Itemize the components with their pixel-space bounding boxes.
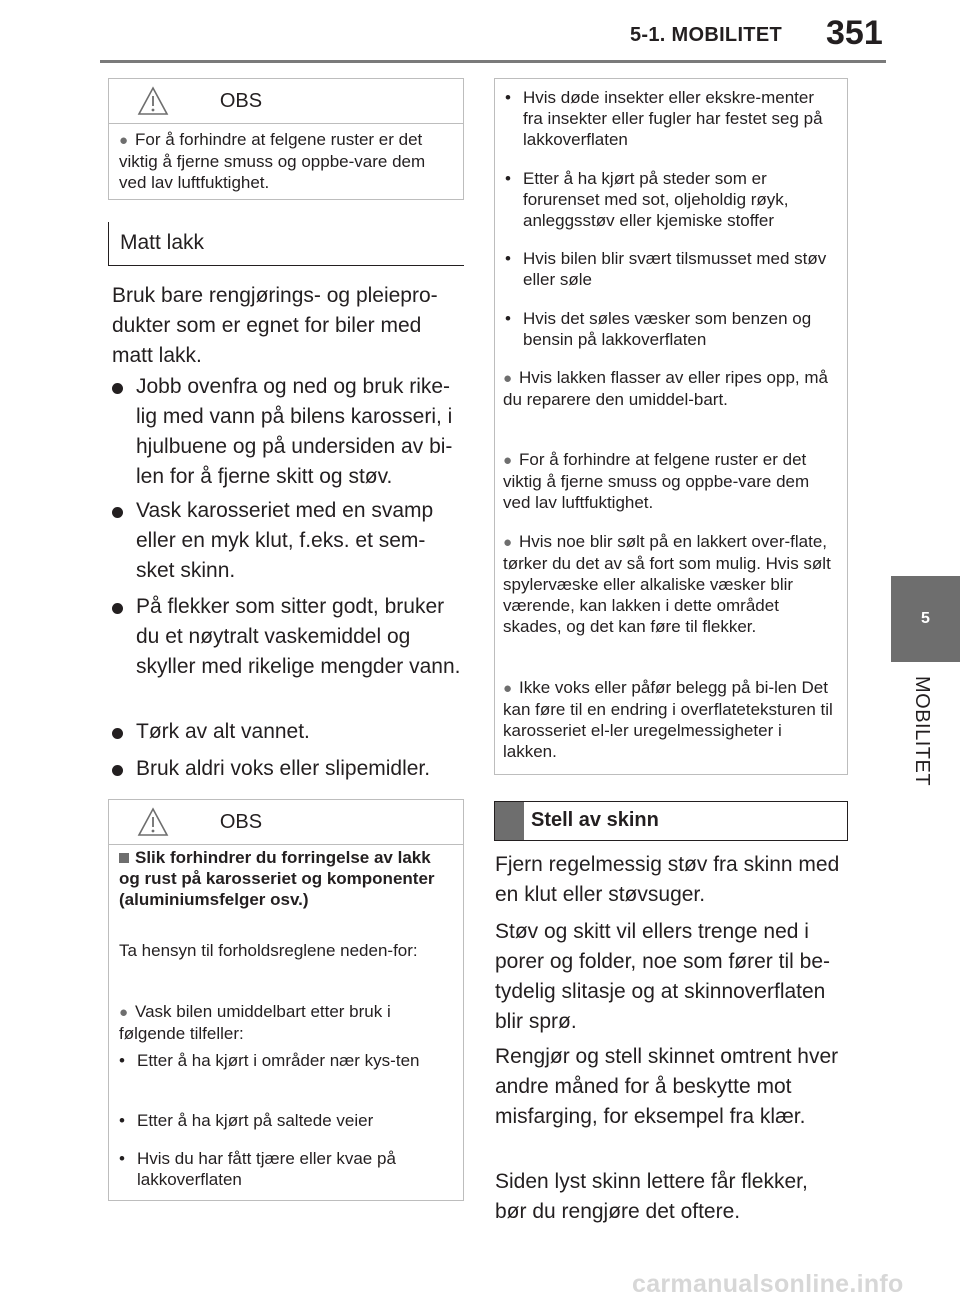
obs-header xyxy=(109,800,463,845)
header-rule xyxy=(100,60,886,63)
bullet-circle-icon: ● xyxy=(503,680,513,697)
section-title: 5-1. MOBILITET xyxy=(630,24,782,46)
leather-heading-box xyxy=(494,801,848,841)
bullet-circle-icon: ● xyxy=(119,1004,129,1021)
obs-cont-bullet-4: ● Ikke voks eller påfør belegg på bi-len Det kan føre til en endring i overflateteksturen til karosseriet el-ler uregelmessigheter i lakken. xyxy=(503,678,833,761)
bullet-dot-icon xyxy=(112,765,123,776)
watermark: carmanualsonline.info xyxy=(632,1270,904,1298)
obs-box-2 xyxy=(108,799,464,1201)
bullet-dot-icon xyxy=(112,383,123,394)
bullet-circle-icon: ● xyxy=(503,370,513,387)
leather-paragraph-3: Rengjør og stell skinnet omtrent hver andre måned for å beskytte mot misfarging, for eksempel fra klær. xyxy=(495,1045,839,1128)
page-number: 351 xyxy=(826,14,883,52)
bullet-dot-icon xyxy=(112,507,123,518)
matt-intro: Bruk bare rengjørings- og pleiepro-dukter som er egnet for biler med matt lakk. xyxy=(112,284,438,367)
matt-bullet-5: Bruk aldri voks eller slipemidler. xyxy=(112,754,462,784)
obs-title: OBS xyxy=(219,810,263,833)
matt-bullet-4: Tørk av alt vannet. xyxy=(112,717,462,747)
matt-heading-box xyxy=(108,222,464,266)
obs-cont-bullet-2: ● For å forhindre at felgene ruster er det viktig å fjerne smuss og oppbe-vare dem ved lav luftfuktighet. xyxy=(503,450,810,512)
obs-cont-dash-1: • Hvis døde insekter eller ekskre-menter fra insekter eller fugler har festet seg på lakkoverflaten xyxy=(505,88,823,149)
obs2-dash-3: • Hvis du har fått tjære eller kvae på lakkoverflaten xyxy=(119,1149,396,1189)
obs2-dash-2: • Etter å ha kjørt på saltede veier xyxy=(119,1111,374,1130)
obs-cont-dash-3: • Hvis bilen blir svært tilsmusset med støv eller søle xyxy=(505,249,827,289)
chapter-number: 5 xyxy=(921,610,930,627)
bullet-circle-icon: ● xyxy=(503,452,513,469)
obs-continuation-box xyxy=(494,78,848,775)
leather-heading: Stell av skinn xyxy=(531,809,659,831)
warning-triangle-icon xyxy=(137,86,169,116)
obs-header xyxy=(109,79,463,124)
obs2-note: Ta hensyn til forholdsreglene neden-for: xyxy=(119,941,418,960)
bullet-circle-icon: ● xyxy=(119,132,129,149)
leather-paragraph-4: Siden lyst skinn lettere får flekker, bør du rengjøre det oftere. xyxy=(495,1170,808,1223)
obs-cont-bullet-3: ● Hvis noe blir sølt på en lakkert over-flate, tørker du det av så fort som mulig. Hvis sølt spylervæske eller alkaliske væsker blir værende, kan lakken i dette området skades, og det kan føre til flekker. xyxy=(503,532,831,636)
obs-bullet: ● For å forhindre at felgene ruster er det viktig å fjerne smuss og oppbe-vare dem ved lav luftfuktighet. xyxy=(119,130,426,192)
chapter-label: MOBILITET xyxy=(911,676,933,787)
bullet-dot-icon xyxy=(112,728,123,739)
leather-paragraph-2: Støv og skitt vil ellers trenge ned i porer og folder, noe som fører til be-tydelig slitasje og at skinnoverflaten blir sprø. xyxy=(495,920,830,1033)
bullet-dot-icon xyxy=(112,603,123,614)
obs-cont-dash-2: • Etter å ha kjørt på steder som er forurenset med sot, oljeholdig røyk, anleggsstøv eller kjemiske stoffer xyxy=(505,169,789,230)
bullet-square-icon xyxy=(119,853,129,863)
matt-bullet-2: Vask karosseriet med en svamp eller en myk klut, f.eks. et sem-sket skinn. xyxy=(112,496,462,586)
obs-box-1 xyxy=(108,78,464,200)
obs2-bullet: ● Vask bilen umiddelbart etter bruk i følgende tilfeller: xyxy=(119,1002,391,1043)
leather-paragraph-1: Fjern regelmessig støv fra skinn med en klut eller støvsuger. xyxy=(495,853,840,906)
warning-triangle-icon xyxy=(137,807,169,837)
obs-cont-bullet-1: ● Hvis lakken flasser av eller ripes opp, må du reparere den umiddel-bart. xyxy=(503,368,828,409)
heading-marker xyxy=(495,802,524,840)
obs-title: OBS xyxy=(219,89,263,112)
chapter-tab xyxy=(891,576,960,662)
matt-heading: Matt lakk xyxy=(120,231,205,254)
obs2-heading: Slik forhindrer du forringelse av lakk og rust på karosseriet og komponenter (aluminiumsfelger osv.) xyxy=(119,848,435,909)
bullet-circle-icon: ● xyxy=(503,534,513,551)
matt-bullet-3: På flekker som sitter godt, bruker du et nøytralt vaskemiddel og skyller med rikelige mengder vann. xyxy=(112,592,462,682)
obs2-dash-1: • Etter å ha kjørt i områder nær kys-ten xyxy=(119,1051,420,1070)
matt-bullet-1: Jobb ovenfra og ned og bruk rike-lig med vann på bilens karosseri, i hjulbuene og på undersiden av bi-len for å fjerne skitt og støv. xyxy=(112,372,462,492)
obs-cont-dash-4: • Hvis det søles væsker som benzen og bensin på lakkoverflaten xyxy=(505,309,812,349)
